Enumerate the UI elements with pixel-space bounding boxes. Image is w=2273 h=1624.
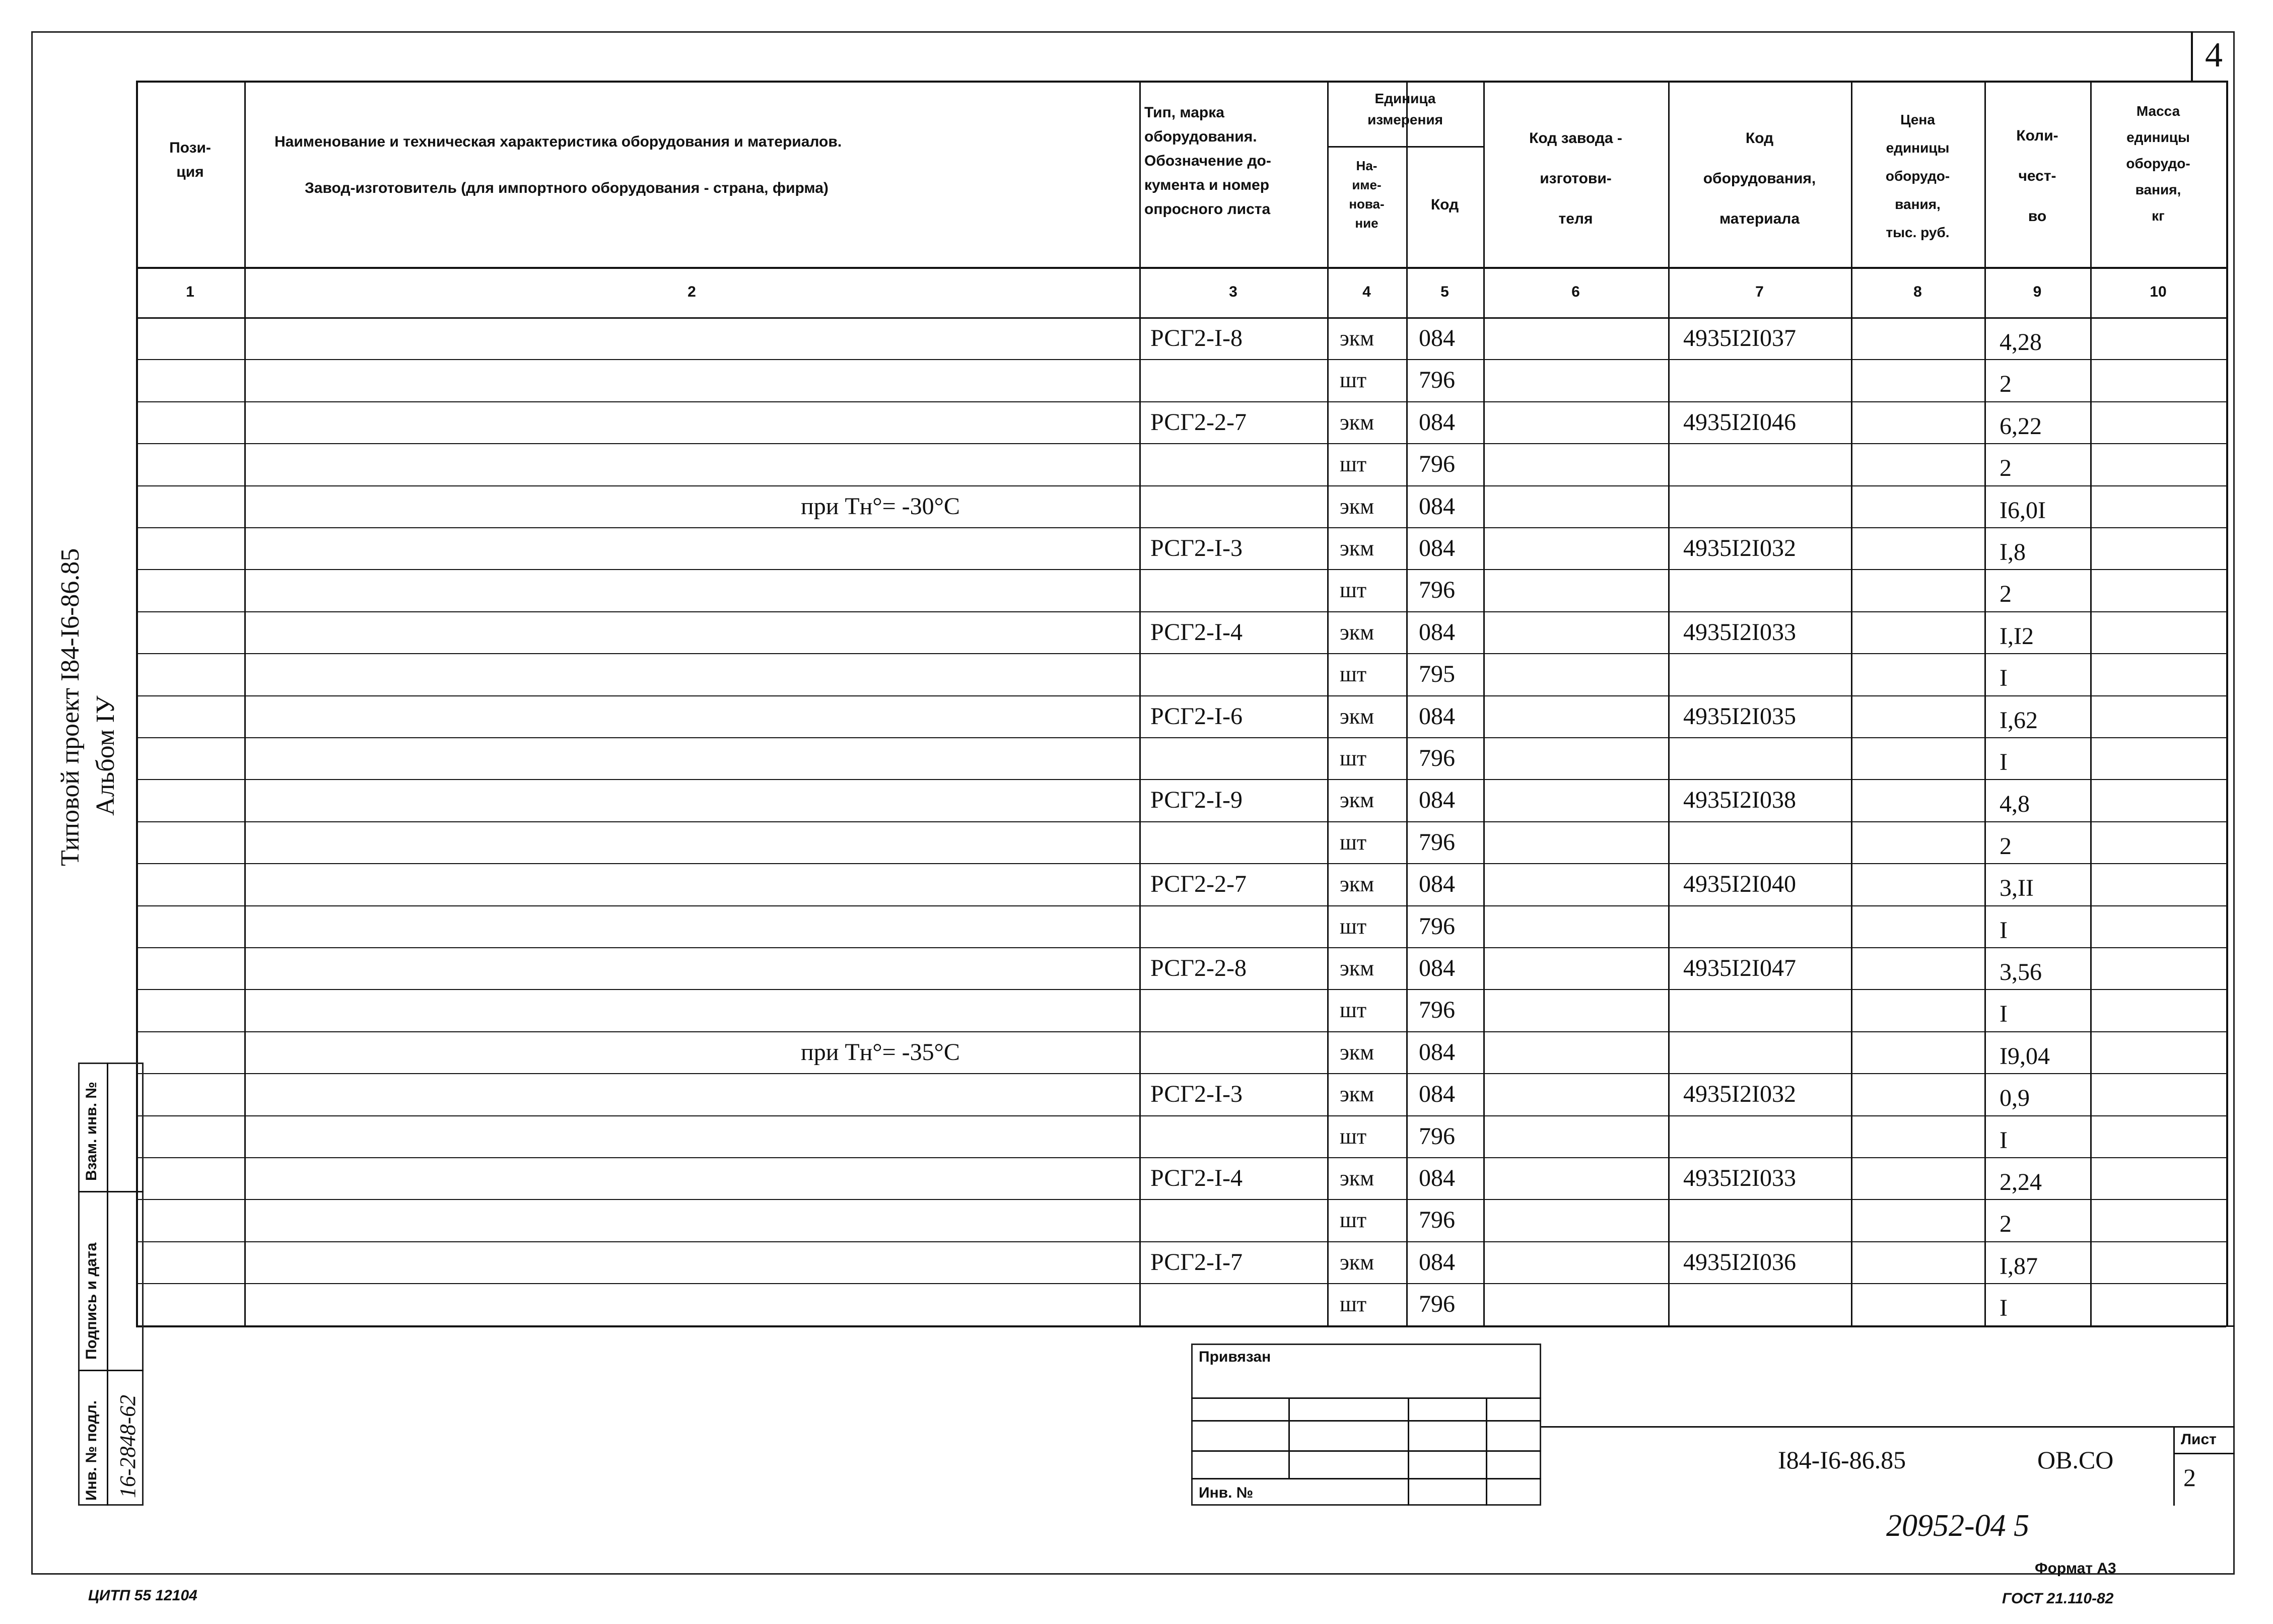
format-label: Формат А3: [2035, 1560, 2116, 1577]
cell-code: 4935I2I036: [1683, 1248, 1796, 1276]
cell-ucode: 084: [1419, 702, 1455, 730]
cell-type: РСГ2-I-3: [1150, 535, 1243, 561]
cell-unit: шт: [1340, 746, 1367, 770]
privyazan-block: [1191, 1344, 1541, 1506]
cell-unit: экм: [1340, 1166, 1374, 1190]
cell-qty: I: [2000, 1001, 2008, 1028]
cell-unit: шт: [1340, 368, 1367, 393]
cell-ucode: 796: [1419, 577, 1455, 604]
cell-code: 4935I2I046: [1683, 408, 1796, 436]
cell-qty: 4,28: [2000, 329, 2042, 356]
cell-code: 4935I2I035: [1683, 702, 1796, 730]
cell-type: РСГ2-I-3: [1150, 1081, 1243, 1108]
cell-qty: 2,24: [2000, 1169, 2042, 1195]
cell-unit: экм: [1340, 493, 1374, 519]
cell-qty: 0,9: [2000, 1085, 2030, 1112]
cell-ucode: 796: [1419, 745, 1455, 771]
cell-ucode: 796: [1419, 1207, 1455, 1234]
cell-qty: I,8: [2000, 539, 2026, 566]
cell-ucode: 084: [1419, 535, 1455, 561]
cell-type: РСГ2-I-9: [1150, 787, 1243, 814]
cell-unit: шт: [1340, 662, 1367, 687]
sheet-value: 2: [2183, 1463, 2196, 1492]
cell-qty: I: [2000, 665, 2008, 692]
cell-code: 4935I2I038: [1683, 787, 1796, 814]
cell-ucode: 796: [1419, 367, 1455, 394]
cell-ucode: 796: [1419, 828, 1455, 856]
column-number: 5: [1440, 284, 1449, 300]
cell-unit: экм: [1340, 703, 1374, 729]
column-number: 6: [1571, 284, 1580, 300]
table-bottom-line: [136, 1325, 2235, 1327]
cell-ucode: 796: [1419, 451, 1455, 478]
cell-ucode: 084: [1419, 871, 1455, 898]
column-number: 9: [2033, 284, 2042, 300]
cell-name: при Tн°= -30°C: [801, 492, 960, 520]
cell-qty: 2: [2000, 1211, 2012, 1238]
sheet-label: Лист: [2181, 1431, 2217, 1448]
cell-ucode: 795: [1419, 661, 1455, 688]
cell-ucode: 084: [1419, 1038, 1455, 1066]
cell-unit: шт: [1340, 913, 1367, 939]
column-number: 2: [687, 284, 696, 300]
cell-ucode: 796: [1419, 912, 1455, 940]
cell-code: 4935I2I040: [1683, 871, 1796, 898]
cell-unit: экм: [1340, 619, 1374, 645]
cell-code: 4935I2I037: [1683, 325, 1796, 351]
cell-qty: 2: [2000, 581, 2012, 608]
cell-qty: I,I2: [2000, 622, 2034, 650]
table-header-line: [136, 267, 2226, 269]
drawing-frame: [31, 31, 2235, 1575]
cell-type: РСГ2-I-4: [1150, 1165, 1243, 1191]
column-number: 10: [2150, 284, 2167, 300]
cell-unit: шт: [1340, 1292, 1367, 1317]
cell-qty: 6,22: [2000, 412, 2042, 440]
inv-no-label: Инв. №: [1199, 1485, 1254, 1501]
cell-qty: 3,II: [2000, 875, 2034, 902]
cell-ucode: 084: [1419, 325, 1455, 351]
unit-group-line: [1327, 146, 1483, 148]
cell-ucode: 084: [1419, 408, 1455, 436]
cell-qty: 2: [2000, 832, 2012, 860]
cell-code: 4935I2I033: [1683, 1165, 1796, 1191]
cell-type: РСГ2-I-7: [1150, 1248, 1243, 1276]
cell-unit: экм: [1340, 1039, 1374, 1065]
cell-ucode: 084: [1419, 492, 1455, 520]
header-col7: Код оборудования, материала: [1703, 130, 1816, 227]
cell-code: 4935I2I033: [1683, 618, 1796, 646]
side-stamp-vzam: Взам. инв. №: [83, 1082, 100, 1181]
privyazan-label: Привязан: [1199, 1349, 1271, 1365]
cell-ucode: 084: [1419, 787, 1455, 814]
header-col6: Код завода - изготови- теля: [1529, 130, 1622, 227]
header-col10: Масса единицы оборудо- вания, кг: [2126, 103, 2190, 224]
cell-ucode: 084: [1419, 1248, 1455, 1276]
cell-type: РСГ2-2-8: [1150, 955, 1247, 981]
side-stamp-inv-value: 16-2848-62: [115, 1394, 140, 1498]
side-title-line1: Типовой проект I84-I6-86.85: [56, 548, 85, 866]
archive-number: 20952-04 5: [1886, 1509, 2030, 1543]
cell-qty: I: [2000, 916, 2008, 944]
doc-code: I84-I6-86.85: [1778, 1446, 1906, 1474]
cell-unit: экм: [1340, 1249, 1374, 1275]
column-number: 4: [1362, 284, 1371, 300]
left-code: ЦИТП 55 12104: [88, 1587, 197, 1604]
cell-qty: 2: [2000, 371, 2012, 398]
header-col9: Коли- чест- во: [2016, 127, 2058, 225]
cell-qty: 4,8: [2000, 791, 2030, 818]
cell-unit: экм: [1340, 956, 1374, 980]
table-top-line: [136, 81, 2226, 83]
doc-mark: ОВ.СО: [2037, 1446, 2114, 1474]
cell-qty: I6,0I: [2000, 497, 2046, 524]
cell-ucode: 084: [1419, 618, 1455, 646]
cell-type: РСГ2-2-7: [1150, 871, 1247, 898]
header-col4: На- име- нова- ние: [1349, 158, 1385, 231]
header-col5: Код: [1430, 196, 1459, 213]
cell-code: 4935I2I032: [1683, 535, 1796, 561]
cell-unit: экм: [1340, 1082, 1374, 1107]
header-col2-line1: Наименование и техническая характеристика оборудования и материалов.: [274, 133, 842, 150]
header-col3: Тип, марка оборудования. Обозначение до- кумента и номер опросного листа: [1144, 104, 1271, 218]
cell-type: РСГ2-I-4: [1150, 618, 1243, 646]
cell-unit: шт: [1340, 1208, 1367, 1233]
cell-unit: шт: [1340, 829, 1367, 855]
table-row-line: [136, 485, 2226, 486]
cell-unit: экм: [1340, 536, 1374, 560]
cell-unit: шт: [1340, 998, 1367, 1023]
cell-type: РСГ2-I-6: [1150, 702, 1243, 730]
cell-qty: I,62: [2000, 707, 2038, 734]
cell-ucode: 796: [1419, 1122, 1455, 1150]
header-col8: Цена единицы оборудо- вания, тыс. руб.: [1885, 112, 1950, 240]
cell-unit: шт: [1340, 578, 1367, 603]
cell-qty: I: [2000, 1126, 2008, 1154]
column-number: 3: [1229, 284, 1237, 300]
cell-qty: I,87: [2000, 1252, 2038, 1280]
cell-qty: I9,04: [2000, 1042, 2050, 1070]
gost-label: ГОСТ 21.110-82: [2002, 1590, 2114, 1607]
cell-unit: шт: [1340, 1123, 1367, 1149]
side-title-line2: Альбом IУ: [91, 695, 120, 816]
cell-ucode: 796: [1419, 997, 1455, 1024]
cell-ucode: 084: [1419, 955, 1455, 981]
table-col-line: [2226, 81, 2228, 1325]
cell-unit: экм: [1340, 326, 1374, 350]
header-col2-line2: Завод-изготовитель (для импортного оборудования - страна, фирма): [305, 180, 829, 196]
cell-ucode: 084: [1419, 1081, 1455, 1108]
column-number: 8: [1913, 284, 1922, 300]
cell-type: РСГ2-2-7: [1150, 408, 1247, 436]
cell-qty: I: [2000, 749, 2008, 775]
corner-sheet-number: 4: [2205, 36, 2223, 75]
cell-unit: экм: [1340, 788, 1374, 813]
header-col1: Пози- ция: [169, 139, 211, 180]
cell-unit: экм: [1340, 872, 1374, 897]
header-col45-group: Единица измерения: [1367, 91, 1443, 127]
cell-unit: экм: [1340, 409, 1374, 435]
cell-type: РСГ2-I-8: [1150, 325, 1243, 351]
side-stamp-inv-podl: Инв. № подл.: [83, 1400, 100, 1501]
cell-ucode: 796: [1419, 1291, 1455, 1318]
cell-code: 4935I2I032: [1683, 1081, 1796, 1108]
column-number: 1: [186, 284, 194, 300]
cell-unit: шт: [1340, 452, 1367, 477]
cell-ucode: 084: [1419, 1165, 1455, 1191]
side-stamp-podpis: Подпись и дата: [83, 1242, 100, 1360]
cell-code: 4935I2I047: [1683, 955, 1796, 981]
cell-qty: I: [2000, 1295, 2008, 1322]
cell-name: при Tн°= -35°C: [801, 1038, 960, 1066]
table-row-line: [136, 1031, 2226, 1032]
column-number: 7: [1755, 284, 1764, 300]
cell-qty: 3,56: [2000, 959, 2042, 985]
cell-qty: 2: [2000, 455, 2012, 482]
